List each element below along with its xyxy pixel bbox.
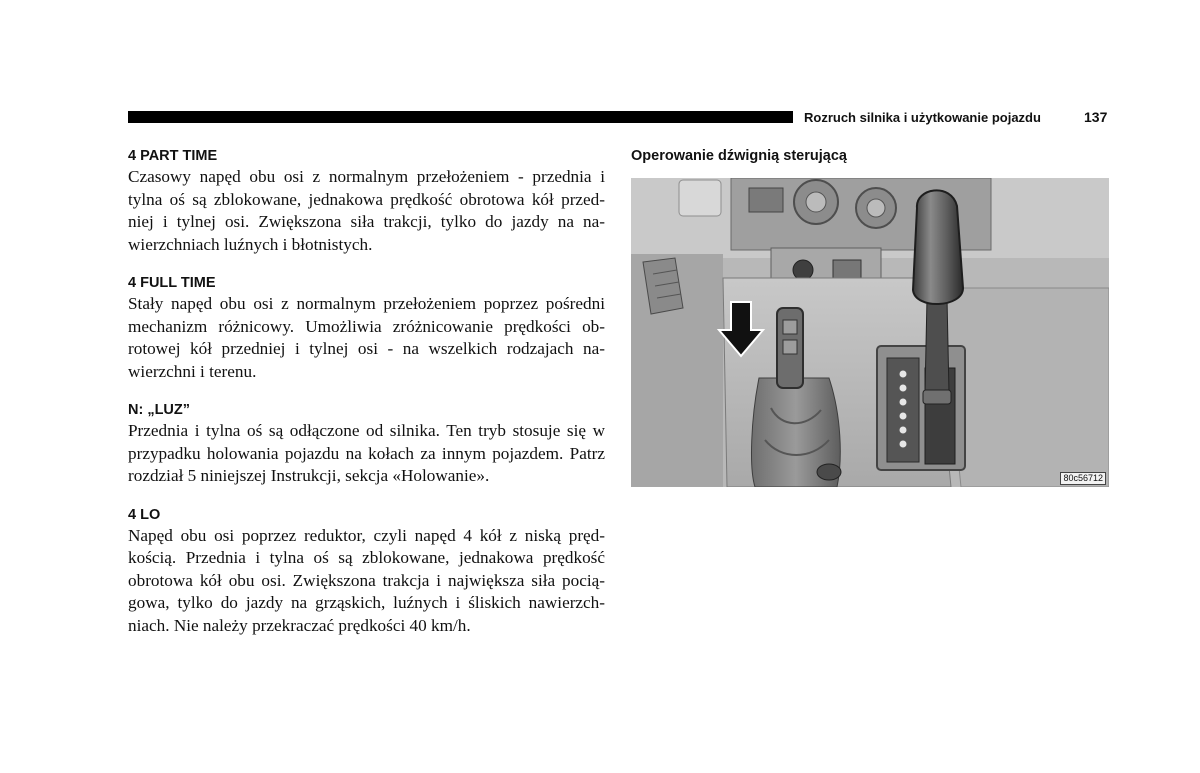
vent <box>679 180 721 216</box>
text-line: Napęd obu osi poprzez reduktor, czyli napęd 4 kół z niską pręd- <box>128 525 605 545</box>
figure-code: 80c56712 <box>1060 472 1106 485</box>
text-line: rozdział 5 niniejszej Instrukcji, sekcja «Holowanie». <box>128 466 490 485</box>
mode-heading: N: „LUZ” <box>128 402 191 418</box>
mode-heading: 4 FULL TIME <box>128 275 216 291</box>
mode-block-part-time <box>128 146 605 256</box>
text-line: Przednia i tylna oś są odłączone od silnika. Ten tryb stosuje się w <box>128 421 605 440</box>
mode-block-full-time <box>128 273 605 383</box>
text-line: mechanizm różnicowy. Umożliwia zróżnicowanie prędkości ob- <box>128 316 605 336</box>
text-line: rotowej kół przedniej i tylnej osi - na wszelkich rodzajach na- <box>128 339 605 358</box>
mode-block-4lo <box>128 505 605 638</box>
mode-description <box>128 166 605 256</box>
text-line: niej i tylnej osi. Zwiększona siła trakcji, tylko do jazdy na na- <box>128 212 605 231</box>
page-number: 137 <box>1084 109 1108 125</box>
switch-panel <box>749 188 783 212</box>
lever-indicator <box>783 320 797 334</box>
mode-description <box>128 420 605 488</box>
text-column <box>128 146 605 654</box>
knob-dial-center <box>806 192 826 212</box>
mode-heading: 4 LO <box>128 506 161 523</box>
text-line: kością. Przednia i tylna oś są zblokowane, jednakowa prędkość <box>128 548 605 567</box>
text-line: wierzchniach luźnych i błotnistych. <box>128 234 373 254</box>
mode-description <box>128 525 605 638</box>
illustration-svg <box>631 178 1109 487</box>
shifter-shaft <box>925 298 949 394</box>
shifter-base <box>923 390 951 404</box>
transfer-case-lever-illustration <box>631 178 1109 487</box>
text-line: obrotowa kół obu osi. Zwiększona trakcja i największa siła pocią- <box>128 570 605 590</box>
header-rule <box>128 111 793 123</box>
mode-heading: 4 PART TIME <box>128 148 218 164</box>
lighter-socket <box>793 260 813 280</box>
text-line: przypadku holowania pojazdu na kołach za innym pojazdem. Patrz <box>128 443 605 463</box>
figure-heading: Operowanie dźwignią sterującą <box>631 148 847 164</box>
text-line: Czasowy napęd obu osi z normalnym przełożeniem - przednia i <box>128 167 605 186</box>
text-line: Stały napęd obu osi z normalnym przełożeniem poprzez pośredni <box>128 294 605 313</box>
right-seat-area <box>941 288 1109 487</box>
mode-block-neutral <box>128 400 605 488</box>
lever-indicator <box>783 340 797 354</box>
text-line: tylna oś są zblokowane, jednakowa prędkość obrotowa kół przed- <box>128 189 605 209</box>
section-title: Rozruch silnika i użytkowanie pojazdu <box>804 110 1041 125</box>
shift-knob <box>913 190 963 304</box>
text-line: gowa, tylko do jazdy na grząskich, luźnych i śliskich nawierzch- <box>128 593 605 612</box>
text-line: wierzchni i terenu. <box>128 361 257 381</box>
knob-dial-center <box>867 199 885 217</box>
mode-description <box>128 293 605 383</box>
text-line: niach. Nie należy przekraczać prędkości 40 km/h. <box>128 615 471 635</box>
